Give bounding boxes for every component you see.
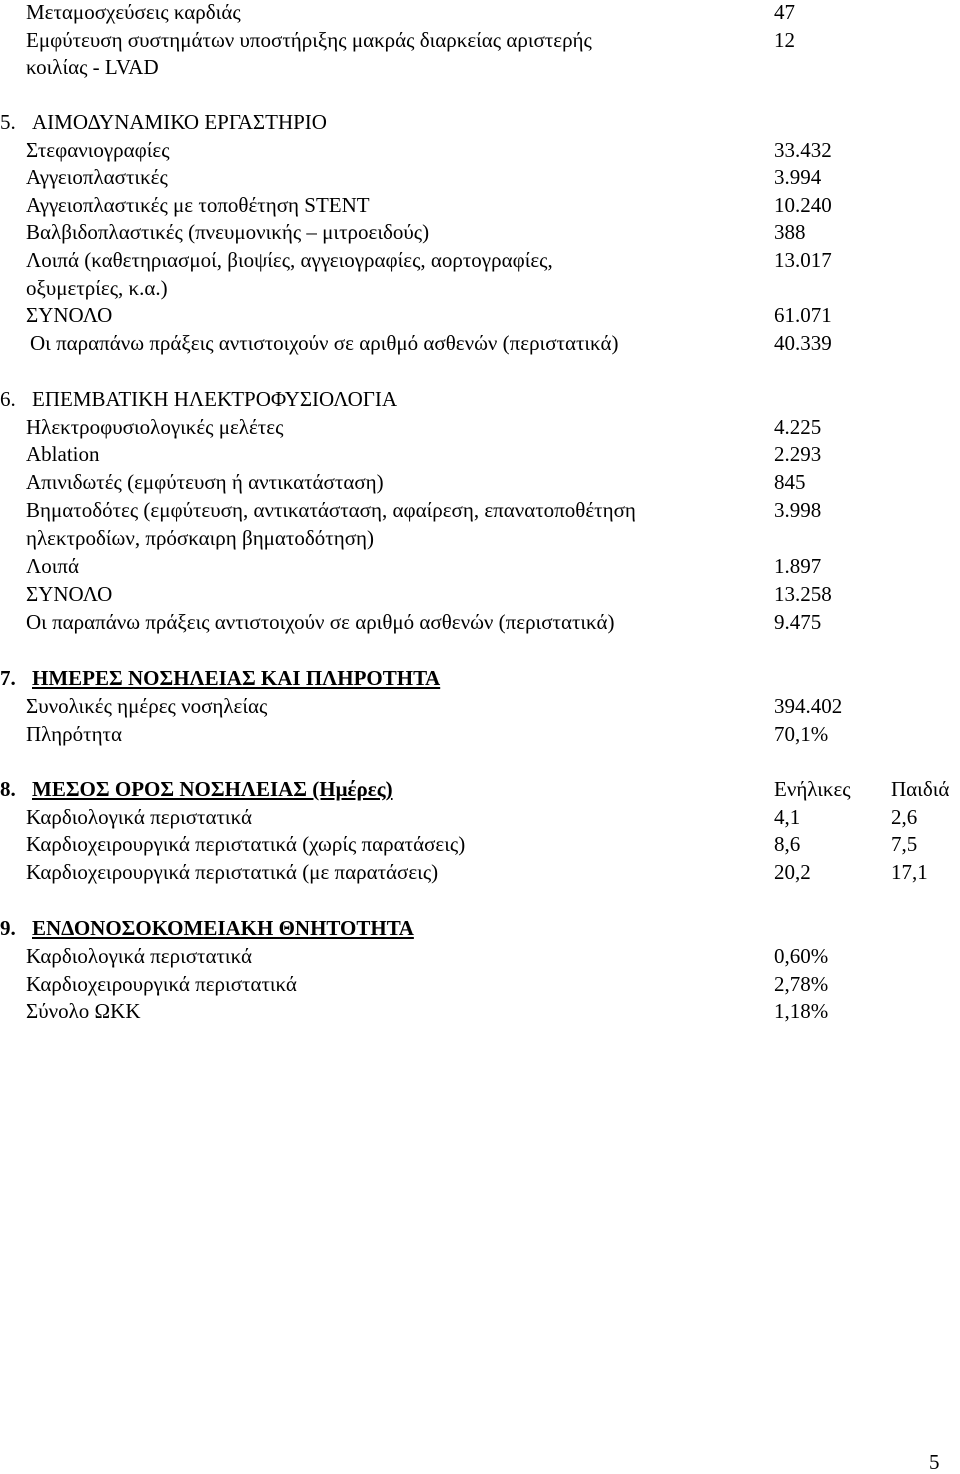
s7-row-label: Πληρότητα [26, 722, 122, 746]
heart-transplant-label: Μεταμοσχεύσεις καρδιάς [26, 0, 241, 24]
s5-row-label: Αγγειοπλαστικές με τοποθέτηση STENT [26, 193, 370, 217]
lvad-label: Εμφύτευση συστημάτων υποστήριξης μακράς διαρκείας αριστερής [26, 28, 592, 52]
s8-row-children: 7,5 [891, 832, 918, 856]
section5-number: 5. [0, 110, 16, 134]
s5-row-label-cont: οξυμετρίες, κ.α.) [26, 276, 168, 300]
s6-total-value: 13.258 [774, 582, 832, 606]
s8-row-label: Καρδιολογικά περιστατικά [26, 805, 252, 829]
s6-patients-value: 9.475 [774, 610, 822, 634]
lvad-label-cont: κοιλίας - LVAD [26, 55, 159, 79]
col-header-adults: Ενήλικες [774, 777, 851, 801]
section7-title: ΗΜΕΡΕΣ ΝΟΣΗΛΕΙΑΣ ΚΑΙ ΠΛΗΡΟΤΗΤΑ [32, 666, 441, 690]
s9-row-value: 1,18% [774, 999, 829, 1023]
s8-row-adults: 20,2 [774, 860, 811, 884]
s8-row-children: 2,6 [891, 805, 918, 829]
s9-row-label: Καρδιολογικά περιστατικά [26, 944, 252, 968]
s6-row-label: Ηλεκτροφυσιολογικές μελέτες [26, 415, 284, 439]
s9-row-label: Καρδιοχειρουργικά περιστατικά [26, 972, 297, 996]
s6-row-label: Βηματοδότες (εμφύτευση, αντικατάσταση, αφαίρεση, επανατοποθέτηση [26, 498, 636, 522]
s5-row-label: Λοιπά (καθετηριασμοί, βιοψίες, αγγειογραφίες, αορτογραφίες, [26, 248, 553, 272]
s9-row-label: Σύνολο ΩΚΚ [26, 999, 141, 1023]
s5-total-label: ΣΥΝΟΛΟ [26, 303, 113, 327]
s6-row-label: Λοιπά [26, 554, 79, 578]
s5-patients-label: Οι παραπάνω πράξεις αντιστοιχούν σε αριθμό ασθενών (περιστατικά) [30, 331, 619, 355]
s5-row-label: Στεφανιογραφίες [26, 138, 170, 162]
s7-row-label: Συνολικές ημέρες νοσηλείας [26, 694, 268, 718]
s6-total-label: ΣΥΝΟΛΟ [26, 582, 113, 606]
s6-row-value: 2.293 [774, 442, 822, 466]
s6-row-label-cont: ηλεκτροδίων, πρόσκαιρη βηματοδότηση) [26, 526, 374, 550]
s5-row-value: 10.240 [774, 193, 832, 217]
s8-row-label: Καρδιοχειρουργικά περιστατικά (χωρίς παρατάσεις) [26, 832, 466, 856]
s8-row-adults: 8,6 [774, 832, 801, 856]
s5-row-value: 33.432 [774, 138, 832, 162]
s7-row-value: 394.402 [774, 694, 843, 718]
lvad-value: 12 [774, 28, 795, 52]
s6-row-label: Ablation [26, 442, 100, 466]
s5-total-value: 61.071 [774, 303, 832, 327]
section5-title: ΑΙΜΟΔΥΝΑΜΙΚΟ ΕΡΓΑΣΤΗΡΙΟ [32, 110, 327, 134]
section9-title: ΕΝΔΟΝΟΣΟΚΟΜΕΙΑΚΗ ΘΝΗΤΟΤΗΤΑ [32, 916, 414, 940]
s5-row-label: Βαλβιδοπλαστικές (πνευμονικής – μιτροειδούς) [26, 220, 430, 244]
s5-row-label: Αγγειοπλαστικές [26, 165, 168, 189]
section6-title: ΕΠΕΜΒΑΤΙΚΗ ΗΛΕΚΤΡΟΦΥΣΙΟΛΟΓΙΑ [32, 387, 398, 411]
s8-row-children: 17,1 [891, 860, 928, 884]
page-number: 5 [929, 1450, 940, 1474]
section8-title: ΜΕΣΟΣ ΟΡΟΣ ΝΟΣΗΛΕΙΑΣ (Ημέρες) [32, 777, 393, 801]
heart-transplant-value: 47 [774, 0, 795, 24]
s6-row-value: 1.897 [774, 554, 822, 578]
col-header-children: Παιδιά [891, 777, 950, 801]
s6-row-value: 4.225 [774, 415, 822, 439]
s9-row-value: 0,60% [774, 944, 829, 968]
s5-patients-value: 40.339 [774, 331, 832, 355]
s5-row-value: 3.994 [774, 165, 822, 189]
s6-row-value: 3.998 [774, 498, 822, 522]
section7-number: 7. [0, 666, 16, 690]
section9-number: 9. [0, 916, 16, 940]
s6-patients-label: Οι παραπάνω πράξεις αντιστοιχούν σε αριθμό ασθενών (περιστατικά) [26, 610, 615, 634]
section8-number: 8. [0, 777, 16, 801]
s9-row-value: 2,78% [774, 972, 829, 996]
s8-row-label: Καρδιοχειρουργικά περιστατικά (με παρατάσεις) [26, 860, 439, 884]
section6-number: 6. [0, 387, 16, 411]
s5-row-value: 388 [774, 220, 806, 244]
s8-row-adults: 4,1 [774, 805, 801, 829]
s6-row-value: 845 [774, 470, 806, 494]
s5-row-value: 13.017 [774, 248, 832, 272]
s7-row-value: 70,1% [774, 722, 829, 746]
s6-row-label: Απινιδωτές (εμφύτευση ή αντικατάσταση) [26, 470, 384, 494]
